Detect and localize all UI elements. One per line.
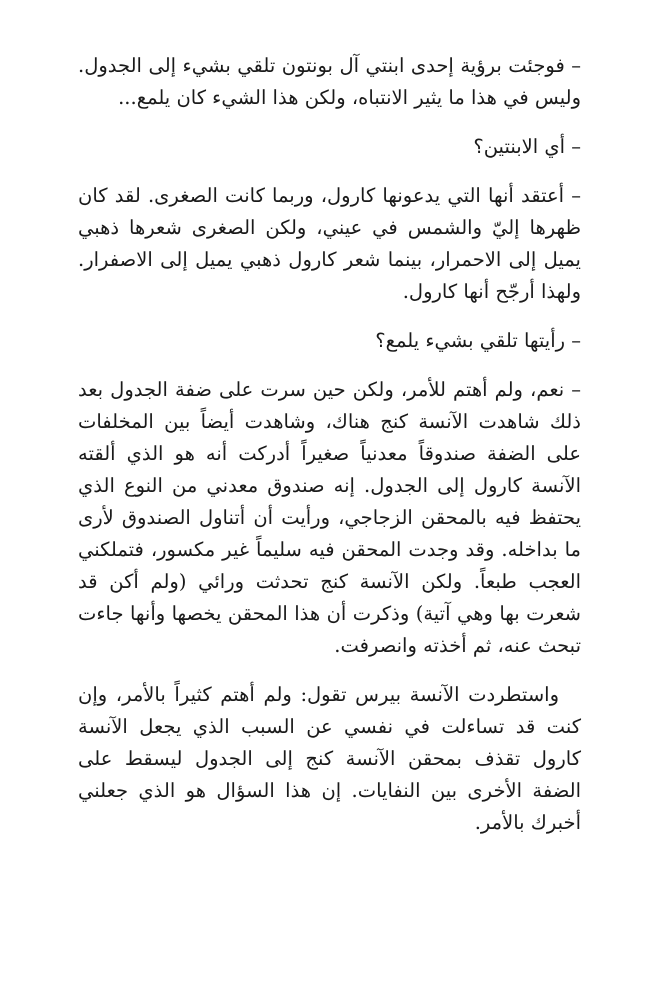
paragraph-1: – فوجئت برؤية إحدى ابنتي آل بونتون تلقي بشيء إلى الجدول. وليس في هذا ما يثير الانتباه، ولكن هذا الشيء كان يلمع... [78, 54, 581, 109]
paragraph-3: – أعتقد أنها التي يدعونها كارول، وربما كانت الصغرى. لقد كان ظهرها إليّ والشمس في عيني، ولكن الصغرى شعرها ذهبي يميل إلى الاحمرار، بينما شعر كارول ذهبي يميل إلى الاصفرار. ولهذا أرجّح أنها كارول. [78, 184, 581, 303]
paragraph-2: – أي الابنتين؟ [473, 135, 581, 158]
paragraph-4: – رأيتها تلقي بشيء يلمع؟ [375, 329, 581, 352]
paragraph-6: واستطردت الآنسة بيرس تقول: ولم أهتم كثيراً بالأمر، وإن كنت قد تساءلت في نفسي عن السبب الذي يجعل الآنسة كارول تقذف بمحقن الآنسة كنج إلى الجدول ليسقط على الضفة الأخرى بين النفايات. إن هذا السؤال هو الذي جعلني أخبرك بالأمر. [78, 683, 581, 834]
paragraph-5: – نعم، ولم أهتم للأمر، ولكن حين سرت على ضفة الجدول بعد ذلك شاهدت الآنسة كنج هناك، وشاهدت أيضاً بين المخلفات على الضفة صندوقاً معدنياً صغيراً أدركت أنه هو الذي ألقته الآنسة كارول إلى الجدول. إنه صندوق معدني من النوع الذي يحتفظ فيه بالمحقن الزجاجي، ورأيت أن أتناول الصندوق لأرى ما بداخله. وقد وجدت المحقن فيه سليماً غير مكسور، فتملكني العجب طبعاً. ولكن الآنسة كنج تحدثت ورائي (ولم أكن قد شعرت بها وهي آتية) وذكرت أن هذا المحقن يخصها وأنها جاءت تبحث عنه، ثم أخذته وانصرفت. [78, 378, 581, 657]
